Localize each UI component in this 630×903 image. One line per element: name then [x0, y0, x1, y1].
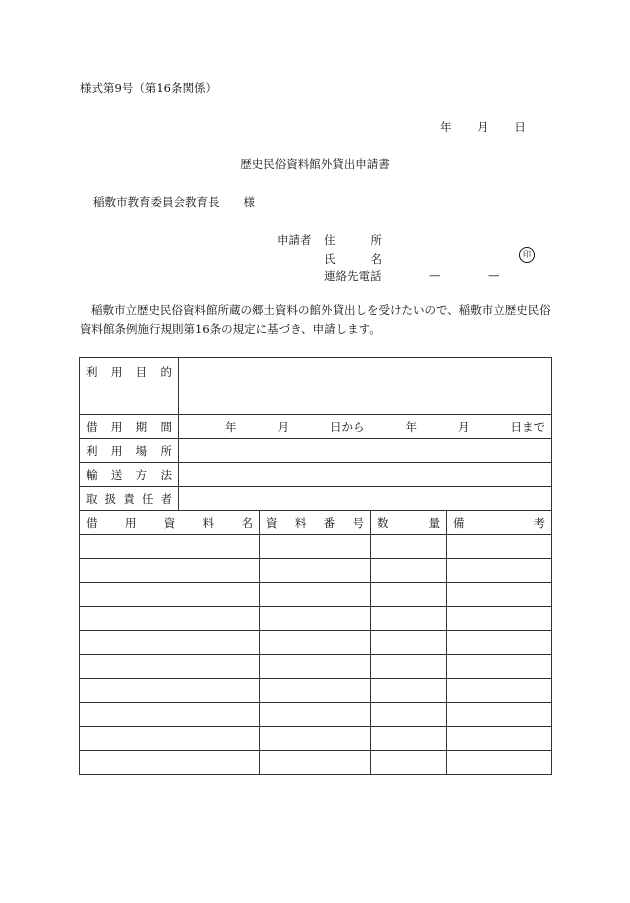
item-name-cell[interactable] [80, 679, 260, 703]
item-row [80, 583, 552, 607]
item-number-cell[interactable] [260, 535, 371, 559]
quantity-cell[interactable] [371, 631, 447, 655]
item-name-cell[interactable] [80, 583, 260, 607]
name-label: 氏 名 [324, 252, 382, 266]
remarks-cell[interactable] [447, 559, 552, 583]
form-number: 様式第9号（第16条関係） [80, 81, 217, 95]
item-name-cell[interactable] [80, 751, 260, 775]
period-label: 借 用 期 間 [80, 415, 179, 439]
item-row [80, 727, 552, 751]
document-title: 歴史民俗資料館外貸出申請書 [240, 157, 390, 171]
purpose-field[interactable] [179, 358, 552, 415]
quantity-cell[interactable] [371, 679, 447, 703]
responsible-label: 取 扱 責 任 者 [80, 487, 179, 511]
quantity-cell[interactable] [371, 535, 447, 559]
col-quantity: 数 量 [371, 511, 447, 535]
item-name-cell[interactable] [80, 703, 260, 727]
item-name-cell[interactable] [80, 559, 260, 583]
addressee-name: 稲敷市教育委員会教育長 [93, 195, 220, 209]
date-year: 年 [440, 120, 452, 134]
place-label: 利 用 場 所 [80, 439, 179, 463]
item-row [80, 559, 552, 583]
period-field[interactable]: 年 月 日から 年 月 日まで [179, 415, 552, 439]
seal-mark: 印 [519, 247, 535, 263]
remarks-cell[interactable] [447, 655, 552, 679]
item-row [80, 631, 552, 655]
remarks-cell[interactable] [447, 703, 552, 727]
phone-label: 連絡先電話 [324, 269, 382, 283]
addressee-honorific: 様 [243, 195, 255, 209]
transport-field[interactable] [179, 463, 552, 487]
col-item-name: 借 用 資 料 名 [80, 511, 260, 535]
item-row [80, 703, 552, 727]
responsible-field[interactable] [179, 487, 552, 511]
place-field[interactable] [179, 439, 552, 463]
remarks-cell[interactable] [447, 631, 552, 655]
quantity-cell[interactable] [371, 655, 447, 679]
item-row [80, 655, 552, 679]
quantity-cell[interactable] [371, 703, 447, 727]
phone-dash-1: — [429, 268, 441, 282]
item-number-cell[interactable] [260, 703, 371, 727]
application-table [79, 357, 552, 775]
date-day: 日 [514, 120, 526, 134]
item-name-cell[interactable] [80, 535, 260, 559]
quantity-cell[interactable] [371, 727, 447, 751]
applicant-label: 申請者 [277, 233, 312, 247]
item-row [80, 679, 552, 703]
item-number-cell[interactable] [260, 583, 371, 607]
phone-dash-2: — [488, 268, 500, 282]
item-name-cell[interactable] [80, 631, 260, 655]
remarks-cell[interactable] [447, 727, 552, 751]
remarks-cell[interactable] [447, 607, 552, 631]
remarks-cell[interactable] [447, 679, 552, 703]
quantity-cell[interactable] [371, 583, 447, 607]
remarks-cell[interactable] [447, 751, 552, 775]
item-number-cell[interactable] [260, 559, 371, 583]
item-number-cell[interactable] [260, 727, 371, 751]
address-label: 住 所 [324, 233, 382, 247]
purpose-label: 利 用 目 的 [80, 358, 179, 415]
addressee [93, 194, 255, 210]
item-number-cell[interactable] [260, 655, 371, 679]
item-name-cell[interactable] [80, 727, 260, 751]
transport-label: 輸 送 方 法 [80, 463, 179, 487]
item-row [80, 535, 552, 559]
item-number-cell[interactable] [260, 751, 371, 775]
col-item-number: 資 料 番 号 [260, 511, 371, 535]
quantity-cell[interactable] [371, 751, 447, 775]
item-number-cell[interactable] [260, 679, 371, 703]
request-statement: 稲敷市立歴史民俗資料館所蔵の郷土資料の館外貸出しを受けたいので、稲敷市立歴史民俗資料館条例施行規則第16条の規定に基づき、申請します。 [80, 303, 551, 336]
remarks-cell[interactable] [447, 583, 552, 607]
item-number-cell[interactable] [260, 631, 371, 655]
remarks-cell[interactable] [447, 535, 552, 559]
item-number-cell[interactable] [260, 607, 371, 631]
item-name-cell[interactable] [80, 655, 260, 679]
col-remarks: 備 考 [447, 511, 552, 535]
item-row [80, 751, 552, 775]
item-row [80, 607, 552, 631]
quantity-cell[interactable] [371, 607, 447, 631]
date-line [440, 119, 526, 135]
date-month: 月 [477, 120, 489, 134]
item-name-cell[interactable] [80, 607, 260, 631]
quantity-cell[interactable] [371, 559, 447, 583]
